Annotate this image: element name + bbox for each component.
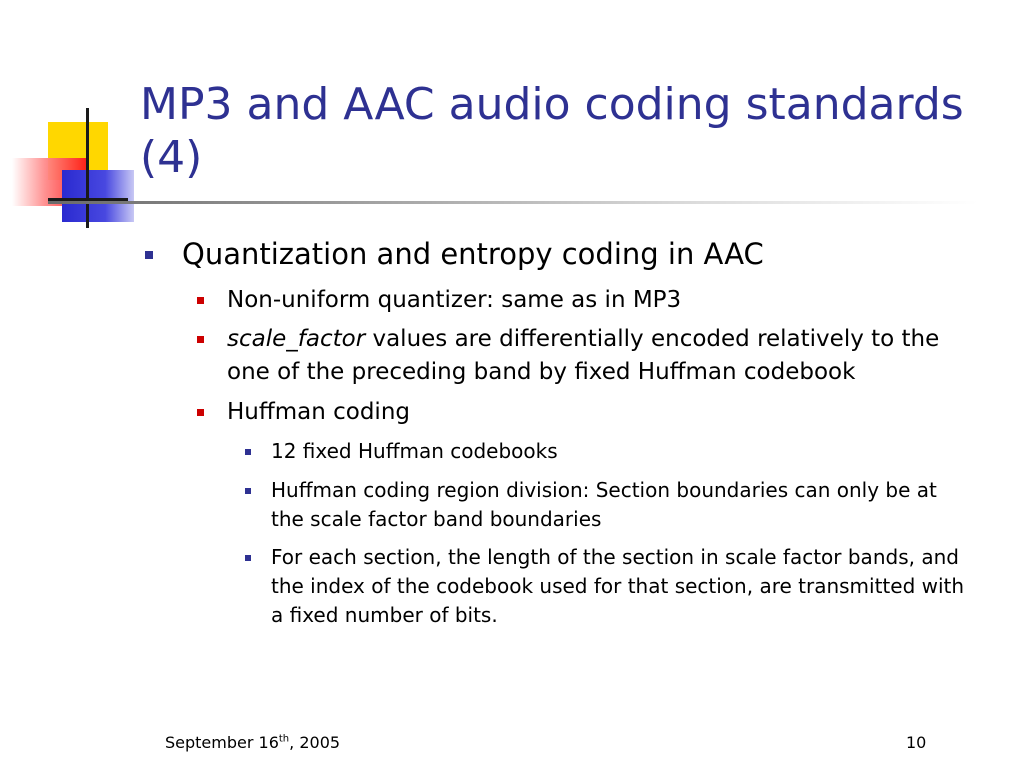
footer-date-suffix: , 2005 — [289, 733, 341, 752]
bullet-level3 — [271, 437, 971, 466]
square-bullet-icon — [197, 336, 204, 343]
square-bullet-icon — [145, 251, 153, 259]
footer-date-sup: th — [278, 733, 290, 745]
bullet-level3 — [271, 476, 971, 534]
bullet-text: Huffman coding region division: Section boundaries can only be at the scale factor band boundaries — [271, 478, 937, 531]
bullet-level1 — [182, 236, 764, 272]
square-bullet-icon — [197, 297, 204, 304]
bullet-text: For each section, the length of the section in scale factor bands, and the index of the codebook used for that section, are transmitted with a fixed number of bits. — [271, 545, 965, 627]
bullet-text: Huffman coding — [227, 399, 410, 425]
square-bullet-icon — [197, 409, 204, 416]
square-bullet-icon — [245, 488, 251, 494]
bullet-level3 — [271, 543, 971, 630]
bullet-text: 12 fixed Huffman codebooks — [271, 439, 558, 463]
footer-date-prefix: September 16 — [165, 733, 279, 752]
footer-date — [165, 733, 340, 753]
page-number: 10 — [906, 733, 927, 752]
square-bullet-icon — [245, 555, 251, 561]
bullet-level2 — [227, 284, 987, 317]
bullet-text-italic: scale_factor — [227, 326, 366, 352]
bullet-level2 — [227, 323, 972, 389]
square-bullet-icon — [245, 449, 251, 455]
bullet-text: values are differentially encoded relatively to the one of the preceding band by fixed Huffman codebook — [227, 326, 940, 385]
bullet-text: Quantization and entropy coding in AAC — [182, 237, 764, 271]
slide-title: MP3 and AAC audio coding standards (4) — [140, 79, 964, 183]
bullet-text: Non-uniform quantizer: same as in MP3 — [227, 287, 682, 313]
bullet-level2 — [227, 396, 987, 429]
